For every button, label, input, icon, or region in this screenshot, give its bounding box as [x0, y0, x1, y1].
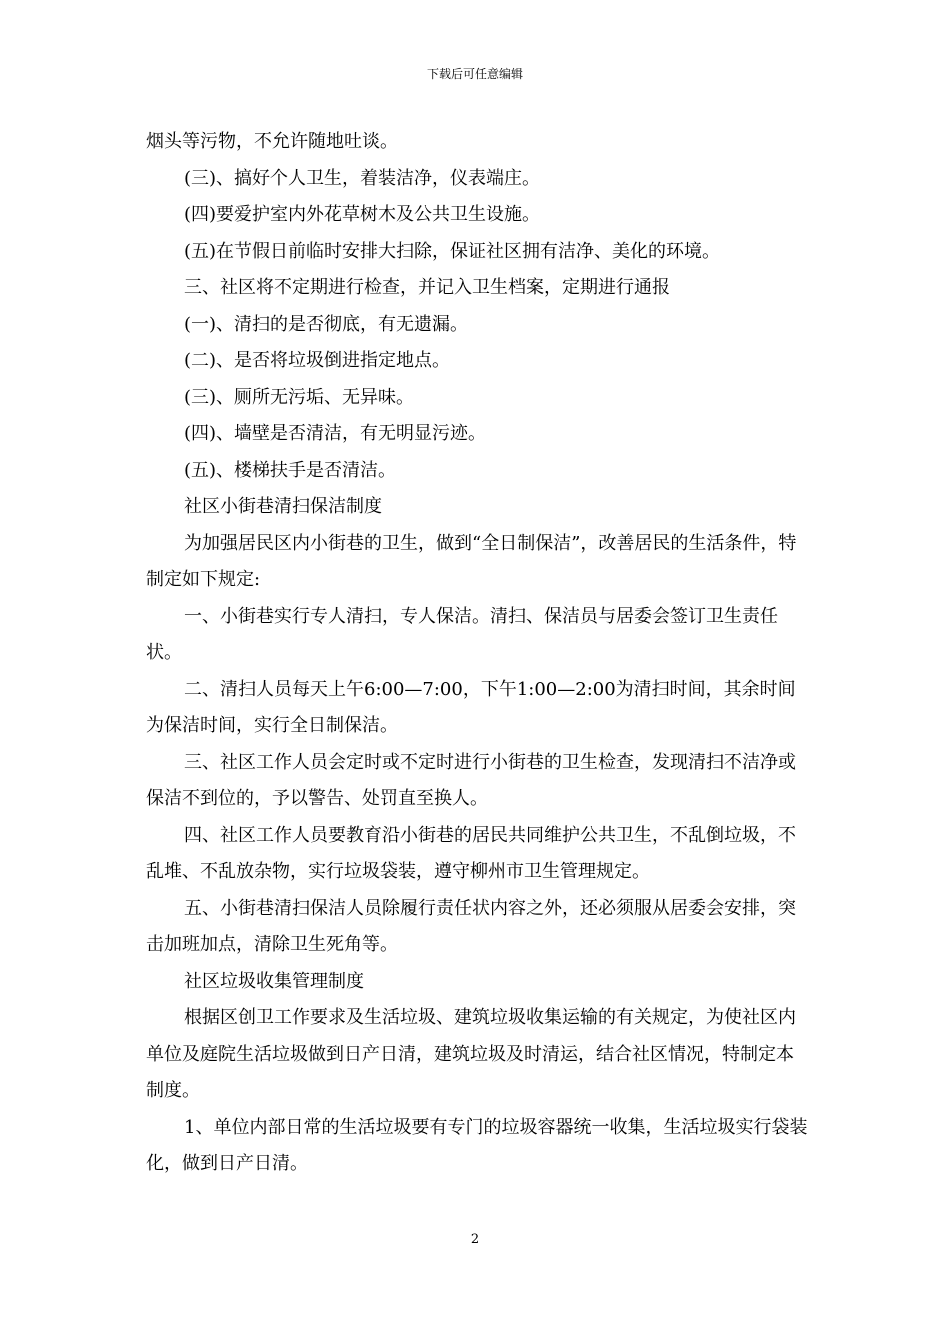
section-title: 社区小街巷清扫保洁制度 — [184, 496, 382, 517]
paragraph: (二)、是否将垃圾倒进指定地点。 — [184, 350, 451, 371]
paragraph: (三)、搞好个人卫生，着装洁净，仪表端庄。 — [184, 167, 541, 189]
paragraph: (四)要爱护室内外花草树木及公共卫生设施。 — [184, 204, 541, 225]
section-title: 社区垃圾收集管理制度 — [184, 970, 364, 992]
page-header: 下载后可任意编辑 — [426, 67, 523, 81]
paragraph: 二、清扫人员每天上午6:00—7:00，下午1:00—2:00为清扫时间，其余时间为保洁时间，实行全日制保洁。 — [146, 678, 796, 736]
document-body — [146, 124, 808, 1183]
paragraph: 1、单位内部日常的生活垃圾要有专门的垃圾容器统一收集，生活垃圾实行袋装化，做到日产日清。 — [146, 1116, 808, 1174]
paragraph: 三、社区工作人员会定时或不定时进行小街巷的卫生检查，发现清扫不洁净或保洁不到位的，予以警告、处罚直至换人。 — [146, 751, 796, 809]
paragraph: 为加强居民区内小街巷的卫生，做到“全日制保洁”，改善居民的生活条件，特制定如下规定: — [146, 532, 797, 590]
section-heading: 三、社区将不定期进行检查，并记入卫生档案，定期进行通报 — [184, 277, 670, 298]
paragraph: 根据区创卫工作要求及生活垃圾、建筑垃圾收集运输的有关规定，为使社区内单位及庭院生活垃圾做到日产日清，建筑垃圾及时清运，结合社区情况，特制定本制度。 — [146, 1007, 796, 1101]
paragraph: (三)、厕所无污垢、无异味。 — [184, 386, 415, 408]
paragraph: (五)在节假日前临时安排大扫除，保证社区拥有洁净、美化的环境。 — [184, 240, 721, 262]
paragraph: 四、社区工作人员要教育沿小街巷的居民共同维护公共卫生，不乱倒垃圾，不乱堆、不乱放杂物，实行垃圾袋装，遵守柳州市卫生管理规定。 — [146, 824, 796, 882]
paragraph: 烟头等污物，不允许随地吐谈。 — [146, 131, 398, 152]
paragraph: (五)、楼梯扶手是否清洁。 — [184, 459, 397, 481]
paragraph: 五、小街巷清扫保洁人员除履行责任状内容之外，还必须服从居委会安排，突击加班加点，清除卫生死角等。 — [146, 897, 796, 955]
page-number: 2 — [470, 1232, 480, 1247]
paragraph: (一)、清扫的是否彻底，有无遗漏。 — [184, 313, 469, 335]
paragraph: 一、小街巷实行专人清扫，专人保洁。清扫、保洁员与居委会签订卫生责任状。 — [146, 605, 778, 663]
paragraph: (四)、墙壁是否清洁，有无明显污迹。 — [184, 423, 487, 444]
